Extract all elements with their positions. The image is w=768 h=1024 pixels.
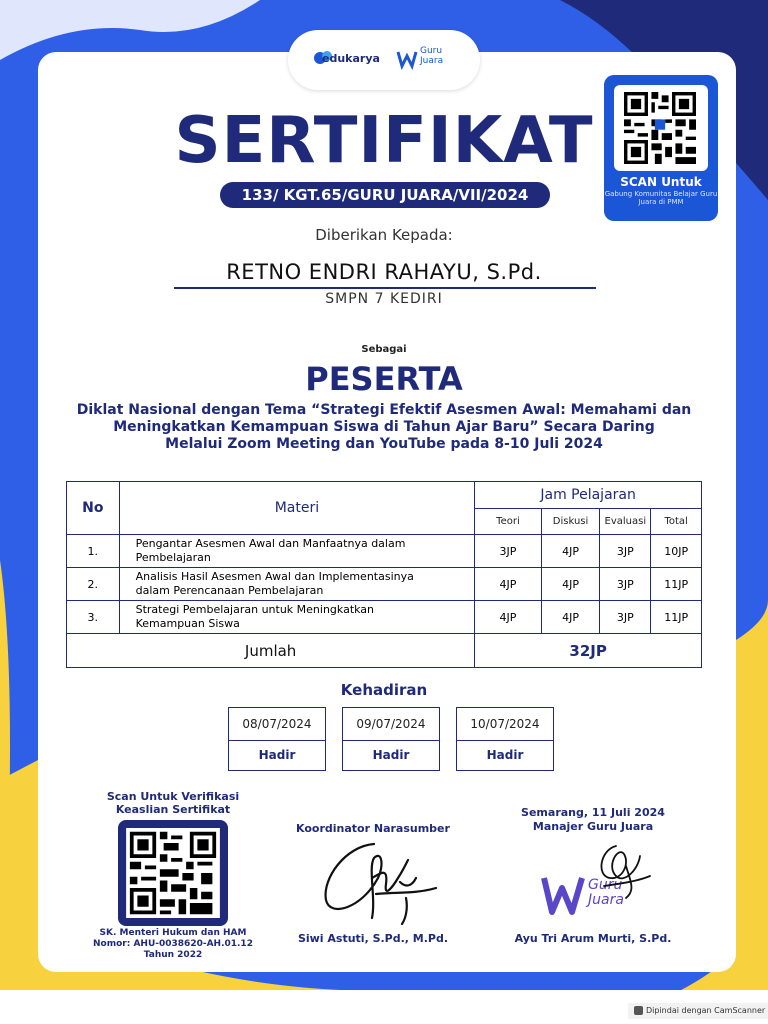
recipient-name: RETNO ENDRI RAHAYU, S.Pd. — [226, 260, 542, 284]
certificate-number: 133/ KGT.65/GURU JUARA/VII/2024 — [220, 182, 550, 208]
materials-table — [66, 481, 702, 668]
coordinator-signature — [316, 838, 446, 928]
row-evaluasi: 3JP — [600, 601, 651, 634]
row-materi — [119, 568, 475, 601]
sk-line: Tahun 2022 — [143, 950, 203, 960]
row-materi — [119, 601, 475, 634]
verify-caption — [80, 790, 266, 816]
jumlah-value: 32JP — [475, 634, 702, 668]
attendance-status: Hadir — [372, 748, 410, 762]
materi-line: Kemampuan Siswa — [135, 617, 240, 630]
manager-name: Ayu Tri Arum Murti, S.Pd. — [514, 932, 672, 945]
sk-info — [70, 928, 276, 961]
materi-line: Analisis Hasil Asesmen Awal dan Implementasinya — [135, 570, 414, 583]
table-row — [67, 535, 702, 568]
sk-line: Nomor: AHU-0038620-AH.01.12 — [93, 939, 253, 949]
materi-line: Pengantar Asesmen Awal dan Manfaatnya dalam — [135, 537, 406, 550]
header-materi: Materi — [119, 482, 475, 535]
row-teori: 3JP — [475, 535, 541, 568]
edukarya-logo-text: edukarya — [322, 52, 380, 65]
header-no: No — [67, 482, 120, 535]
attendance-label: Kehadiran — [340, 681, 428, 699]
scan-box-title: SCAN Untuk — [620, 175, 702, 189]
role-label: Sebagai — [361, 344, 407, 355]
attendance-day — [228, 707, 326, 771]
verify-line: Keaslian Sertifikat — [115, 803, 231, 816]
header-total: Total — [651, 509, 702, 535]
verify-qr-icon[interactable] — [126, 828, 220, 918]
attendance-status: Hadir — [486, 748, 524, 762]
coordinator-name: Siwi Astuti, S.Pd., M.Pd. — [297, 932, 449, 945]
header-teori: Teori — [475, 509, 541, 535]
row-teori: 4JP — [475, 601, 541, 634]
given-to-label: Diberikan Kepada: — [315, 226, 453, 244]
materi-line: Strategi Pembelajaran untuk Meningkatkan — [135, 603, 375, 616]
guru-juara-logo-text-2: Juara — [420, 56, 444, 66]
row-diskusi: 4JP — [541, 601, 600, 634]
attendance-date: 09/07/2024 — [343, 708, 439, 741]
row-teori: 4JP — [475, 568, 541, 601]
table-row — [67, 568, 702, 601]
certificate-title: SERTIFIKAT — [174, 104, 594, 178]
materi-line: dalam Perencanaan Pembelajaran — [135, 584, 324, 597]
recipient-school: SMPN 7 KEDIRI — [325, 291, 443, 307]
stamp-line: Juara — [588, 892, 624, 908]
header-evaluasi: Evaluasi — [600, 509, 651, 535]
guru-juara-stamp-icon — [540, 872, 586, 918]
row-total: 11JP — [651, 568, 702, 601]
attendance-day — [342, 707, 440, 771]
name-underline — [174, 287, 596, 289]
description-line: Meningkatkan Kemampuan Siswa di Tahun Ajar Baru” Secara Daring — [113, 419, 655, 435]
camscanner-icon — [634, 1006, 643, 1015]
manager-signature — [586, 836, 656, 906]
row-diskusi: 4JP — [541, 568, 600, 601]
table-row — [67, 601, 702, 634]
stamp-line: Guru — [588, 877, 623, 893]
attendance-date: 10/07/2024 — [457, 708, 553, 741]
header-diskusi: Diskusi — [541, 509, 600, 535]
training-description — [60, 402, 708, 453]
verify-line: Scan Untuk Verifikasi — [106, 790, 240, 803]
row-diskusi: 4JP — [541, 535, 600, 568]
guru-juara-logo-icon — [396, 48, 418, 70]
materi-line: Pembelajaran — [135, 551, 211, 564]
row-evaluasi: 3JP — [600, 568, 651, 601]
scanner-note-text: Dipindai dengan CamScanner — [646, 1006, 766, 1015]
row-evaluasi: 3JP — [600, 535, 651, 568]
row-no: 2. — [67, 568, 120, 601]
scanner-watermark — [628, 1003, 768, 1019]
attendance-day — [456, 707, 554, 771]
coordinator-title: Koordinator Narasumber — [296, 822, 450, 835]
community-qr-icon[interactable] — [624, 92, 696, 164]
place-date: Semarang, 11 Juli 2024 — [521, 806, 665, 819]
logo-pill — [288, 30, 480, 90]
attendance-status: Hadir — [258, 748, 296, 762]
jumlah-label: Jumlah — [67, 634, 475, 668]
sk-line: SK. Menteri Hukum dan HAM — [99, 928, 247, 938]
manager-header — [500, 806, 686, 834]
description-line: Melalui Zoom Meeting dan YouTube pada 8-10 Juli 2024 — [165, 436, 603, 452]
row-total: 11JP — [651, 601, 702, 634]
role-value: PESERTA — [305, 360, 463, 398]
row-no: 3. — [67, 601, 120, 634]
header-jam: Jam Pelajaran — [475, 482, 702, 509]
row-total: 10JP — [651, 535, 702, 568]
row-materi — [119, 535, 475, 568]
guru-juara-logo-text-1: Guru — [420, 46, 443, 56]
attendance-date: 08/07/2024 — [229, 708, 325, 741]
manager-title: Manajer Guru Juara — [532, 820, 654, 833]
description-line: Diklat Nasional dengan Tema “Strategi Efektif Asesmen Awal: Memahami dan — [76, 402, 692, 418]
total-row — [67, 634, 702, 668]
scan-box-subtitle: Gabung Komunitas Belajar Guru Juara di PMM — [604, 190, 718, 206]
row-no: 1. — [67, 535, 120, 568]
